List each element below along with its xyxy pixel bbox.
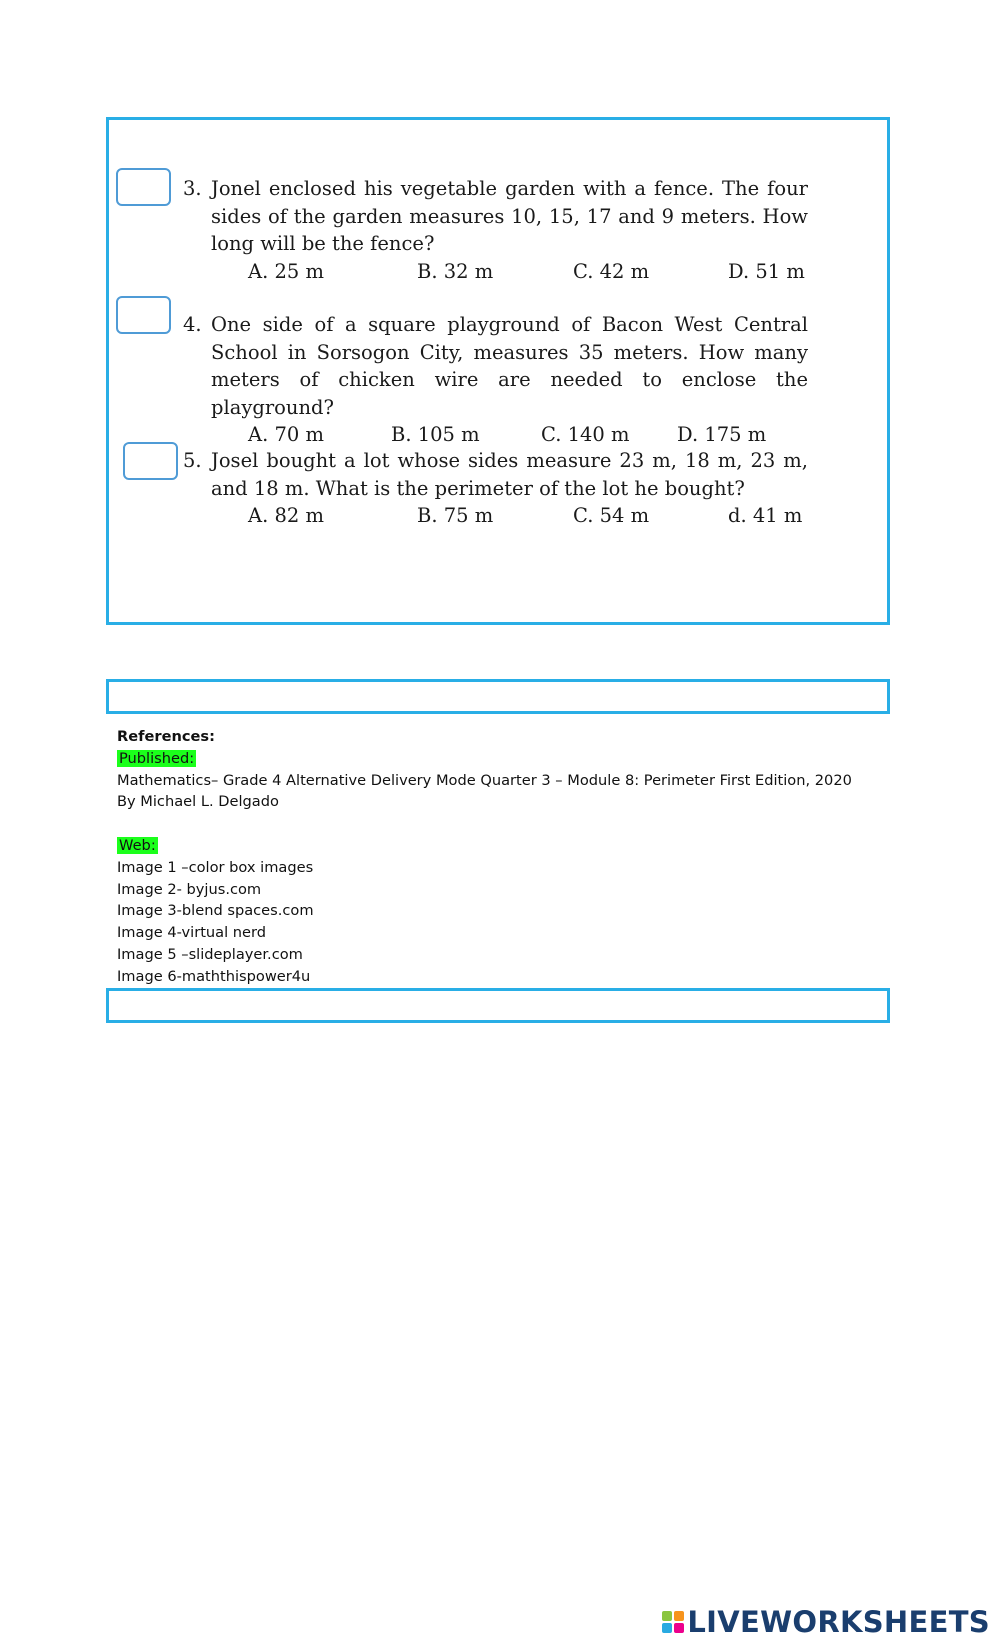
options-row	[211, 502, 808, 529]
question-4	[183, 311, 808, 448]
published-label: Published:	[119, 749, 195, 767]
option-b: B. 105 m	[391, 423, 480, 446]
option-d: d. 41 m	[728, 504, 803, 527]
question-5	[183, 447, 808, 529]
option-c: C. 140 m	[541, 423, 630, 446]
question-3	[183, 175, 808, 285]
question-text: One side of a square playground of Bacon West Central School in Sorsogon City, measures 35 meters. How many meters of chicken wire are needed to enclose the playground?	[211, 313, 808, 419]
references-section	[117, 726, 897, 988]
published-line: By Michael L. Delgado	[117, 793, 279, 811]
liveworksheets-logo	[662, 1605, 990, 1639]
published-line: Mathematics– Grade 4 Alternative Delivery Mode Quarter 3 – Module 8: Perimeter First Edition, 2020	[117, 771, 852, 789]
answer-box-q5[interactable]	[123, 442, 178, 480]
question-text: Josel bought a lot whose sides measure 23 m, 18 m, 23 m, and 18 m. What is the perimeter of the lot he bought?	[211, 449, 808, 500]
option-b: B. 75 m	[417, 504, 494, 527]
option-a: A. 70 m	[248, 423, 324, 446]
option-c: C. 54 m	[573, 504, 650, 527]
option-d: D. 51 m	[728, 259, 805, 283]
question-text: Jonel enclosed his vegetable garden with a fence. The four sides of the garden measures 10, 15, 17 and 9 meters. How long will be the fence?	[211, 177, 808, 255]
web-line: Image 4-virtual nerd	[117, 924, 267, 942]
logo-grid-icon	[662, 1611, 684, 1633]
web-line: Image 6-maththispower4u	[117, 967, 311, 985]
web-line: Image 3-blend spaces.com	[117, 902, 314, 920]
option-c: C. 42 m	[573, 259, 650, 283]
options-row	[211, 258, 808, 285]
web-label: Web:	[119, 836, 156, 854]
option-a: A. 25 m	[248, 259, 324, 283]
options-row	[211, 421, 808, 448]
question-number: 5.	[183, 449, 202, 472]
web-line: Image 1 –color box images	[117, 858, 314, 876]
web-line: Image 5 –slideplayer.com	[117, 945, 303, 963]
brand-name: LIVEWORKSHEETS	[687, 1605, 990, 1639]
option-d: D. 175 m	[677, 423, 767, 446]
empty-frame-bottom	[106, 988, 890, 1023]
empty-frame-top	[106, 679, 890, 714]
question-number: 4.	[183, 313, 202, 336]
question-number: 3.	[183, 177, 202, 200]
answer-box-q3[interactable]	[116, 168, 171, 206]
answer-box-q4[interactable]	[116, 296, 171, 334]
references-heading: References:	[117, 728, 215, 745]
option-a: A. 82 m	[248, 504, 324, 527]
option-b: B. 32 m	[417, 259, 494, 283]
web-line: Image 2- byjus.com	[117, 880, 262, 898]
